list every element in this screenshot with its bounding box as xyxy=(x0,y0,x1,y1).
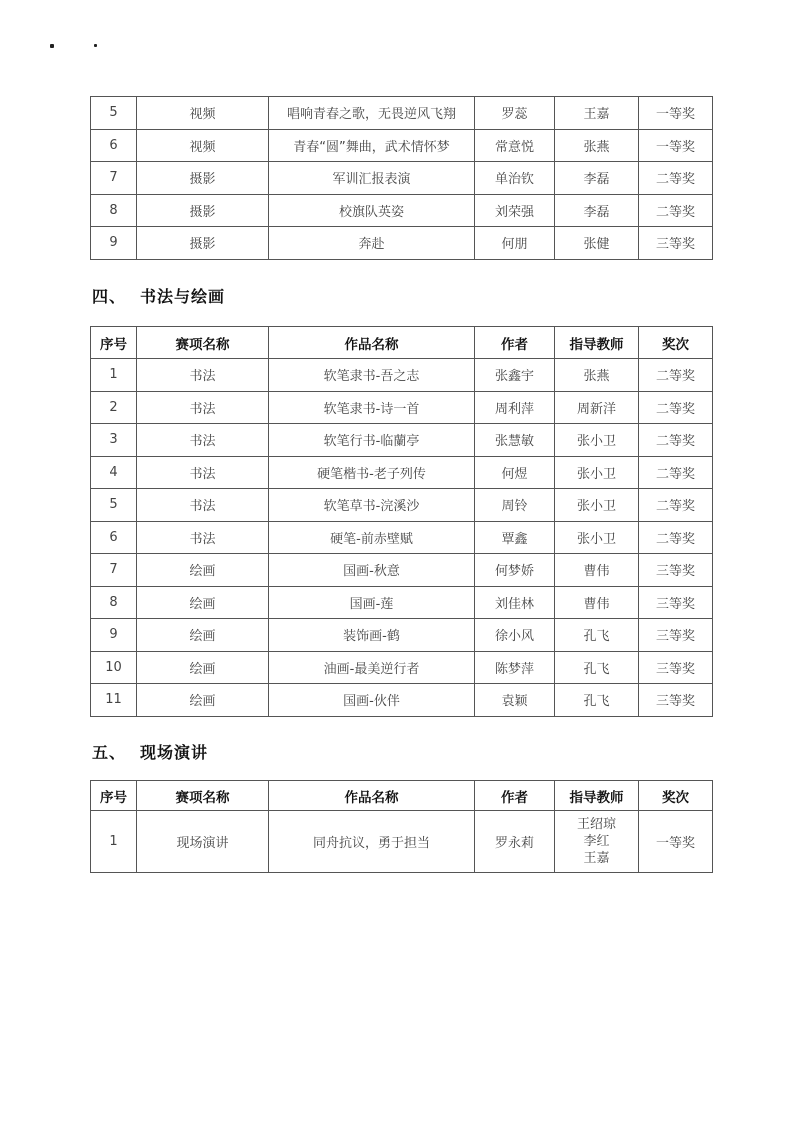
teacher-cell: 张小卫 xyxy=(555,456,639,489)
row-number-cell: 6 xyxy=(91,521,137,554)
teacher-name: 王嘉 xyxy=(583,851,610,866)
speech-table xyxy=(90,780,713,873)
category-cell: 书法 xyxy=(137,391,269,424)
teacher-name: 李红 xyxy=(583,834,610,849)
work-title-cell: 软笔隶书-诗一首 xyxy=(269,391,475,424)
author-cell: 常意悦 xyxy=(475,129,555,162)
teacher-cell: 孔飞 xyxy=(555,651,639,684)
award-cell: 一等奖 xyxy=(639,97,713,130)
row-number-cell: 8 xyxy=(91,194,137,227)
table-header-row xyxy=(91,327,713,359)
author-cell: 何朋 xyxy=(475,227,555,260)
work-title-cell: 软笔草书-浣溪沙 xyxy=(269,489,475,522)
teacher-cell: 孔飞 xyxy=(555,684,639,717)
table-row xyxy=(91,554,713,587)
row-number-cell: 9 xyxy=(91,227,137,260)
author-cell: 覃鑫 xyxy=(475,521,555,554)
section-title: 现场演讲 xyxy=(140,743,209,762)
table-row xyxy=(91,97,713,130)
teacher-cell: 张健 xyxy=(555,227,639,260)
section-number: 五、 xyxy=(92,743,127,762)
column-header: 作者 xyxy=(475,781,555,811)
column-header: 赛项名称 xyxy=(137,781,269,811)
table-row xyxy=(91,684,713,717)
row-number-cell: 2 xyxy=(91,391,137,424)
section-five-heading xyxy=(92,740,208,763)
author-cell: 徐小风 xyxy=(475,619,555,652)
row-number-cell: 7 xyxy=(91,162,137,195)
category-cell: 视频 xyxy=(137,97,269,130)
column-header: 作品名称 xyxy=(269,781,475,811)
author-cell: 罗永莉 xyxy=(475,811,555,873)
table-row xyxy=(91,194,713,227)
author-cell: 陈梦萍 xyxy=(475,651,555,684)
author-cell: 袁颖 xyxy=(475,684,555,717)
category-cell: 绘画 xyxy=(137,586,269,619)
author-cell: 何煜 xyxy=(475,456,555,489)
table-row xyxy=(91,811,713,873)
table-row xyxy=(91,456,713,489)
column-header: 指导教师 xyxy=(555,327,639,359)
teacher-cell: 张小卫 xyxy=(555,521,639,554)
author-cell: 周利萍 xyxy=(475,391,555,424)
award-cell: 三等奖 xyxy=(639,651,713,684)
award-cell: 二等奖 xyxy=(639,391,713,424)
column-header: 奖次 xyxy=(639,327,713,359)
table-row xyxy=(91,489,713,522)
award-cell: 三等奖 xyxy=(639,227,713,260)
row-number-cell: 5 xyxy=(91,489,137,522)
column-header: 作者 xyxy=(475,327,555,359)
teacher-cell: 曹伟 xyxy=(555,554,639,587)
teacher-name: 王绍琼 xyxy=(576,817,616,832)
row-number-cell: 10 xyxy=(91,651,137,684)
table-row xyxy=(91,521,713,554)
category-cell: 书法 xyxy=(137,424,269,457)
column-header: 序号 xyxy=(91,327,137,359)
category-cell: 绘画 xyxy=(137,684,269,717)
category-cell: 摄影 xyxy=(137,227,269,260)
work-title-cell: 国画-莲 xyxy=(269,586,475,619)
award-cell: 三等奖 xyxy=(639,554,713,587)
category-cell: 书法 xyxy=(137,359,269,392)
row-number-cell: 6 xyxy=(91,129,137,162)
teacher-cell: 李磊 xyxy=(555,162,639,195)
calligraphy-painting-table xyxy=(90,326,713,717)
award-cell: 二等奖 xyxy=(639,162,713,195)
award-cell: 三等奖 xyxy=(639,619,713,652)
teacher-cell xyxy=(555,811,639,873)
table-row xyxy=(91,424,713,457)
teacher-cell: 周新洋 xyxy=(555,391,639,424)
teacher-cell: 曹伟 xyxy=(555,586,639,619)
column-header: 序号 xyxy=(91,781,137,811)
work-title-cell: 同舟抗议，勇于担当 xyxy=(269,811,475,873)
category-cell: 摄影 xyxy=(137,162,269,195)
teacher-cell: 王嘉 xyxy=(555,97,639,130)
category-cell: 书法 xyxy=(137,489,269,522)
column-header: 作品名称 xyxy=(269,327,475,359)
award-cell: 二等奖 xyxy=(639,489,713,522)
award-cell: 二等奖 xyxy=(639,521,713,554)
work-title-cell: 军训汇报表演 xyxy=(269,162,475,195)
section-number: 四、 xyxy=(92,287,127,306)
table-row xyxy=(91,391,713,424)
category-cell: 绘画 xyxy=(137,554,269,587)
column-header: 指导教师 xyxy=(555,781,639,811)
category-cell: 书法 xyxy=(137,456,269,489)
row-number-cell: 1 xyxy=(91,359,137,392)
table-row xyxy=(91,162,713,195)
scan-speck xyxy=(94,44,97,47)
teacher-cell: 张燕 xyxy=(555,359,639,392)
author-cell: 罗蕊 xyxy=(475,97,555,130)
table-header-row xyxy=(91,781,713,811)
work-title-cell: 青春“圆”舞曲，武术情怀梦 xyxy=(269,129,475,162)
work-title-cell: 软笔隶书-吾之志 xyxy=(269,359,475,392)
category-cell: 视频 xyxy=(137,129,269,162)
teacher-cell: 孔飞 xyxy=(555,619,639,652)
table-row xyxy=(91,359,713,392)
category-cell: 绘画 xyxy=(137,651,269,684)
table-row xyxy=(91,129,713,162)
award-cell: 一等奖 xyxy=(639,129,713,162)
row-number-cell: 3 xyxy=(91,424,137,457)
teacher-cell: 张小卫 xyxy=(555,489,639,522)
author-cell: 刘荣强 xyxy=(475,194,555,227)
award-cell: 二等奖 xyxy=(639,194,713,227)
award-cell: 一等奖 xyxy=(639,811,713,873)
column-header: 赛项名称 xyxy=(137,327,269,359)
work-title-cell: 奔赴 xyxy=(269,227,475,260)
table-row xyxy=(91,619,713,652)
table-row xyxy=(91,651,713,684)
video-photo-table xyxy=(90,96,713,260)
author-cell: 张慧敏 xyxy=(475,424,555,457)
award-cell: 三等奖 xyxy=(639,684,713,717)
author-cell: 刘佳林 xyxy=(475,586,555,619)
section-title: 书法与绘画 xyxy=(140,287,226,306)
teacher-cell: 李磊 xyxy=(555,194,639,227)
row-number-cell: 5 xyxy=(91,97,137,130)
category-cell: 摄影 xyxy=(137,194,269,227)
award-cell: 二等奖 xyxy=(639,424,713,457)
teacher-cell: 张小卫 xyxy=(555,424,639,457)
row-number-cell: 11 xyxy=(91,684,137,717)
scan-speck xyxy=(50,44,54,48)
work-title-cell: 硬笔-前赤壁赋 xyxy=(269,521,475,554)
author-cell: 单治钦 xyxy=(475,162,555,195)
author-cell: 周铃 xyxy=(475,489,555,522)
row-number-cell: 4 xyxy=(91,456,137,489)
row-number-cell: 1 xyxy=(91,811,137,873)
row-number-cell: 7 xyxy=(91,554,137,587)
author-cell: 何梦娇 xyxy=(475,554,555,587)
work-title-cell: 校旗队英姿 xyxy=(269,194,475,227)
work-title-cell: 软笔行书-临蘭亭 xyxy=(269,424,475,457)
row-number-cell: 9 xyxy=(91,619,137,652)
author-cell: 张鑫宇 xyxy=(475,359,555,392)
teacher-cell: 张燕 xyxy=(555,129,639,162)
row-number-cell: 8 xyxy=(91,586,137,619)
work-title-cell: 国画-秋意 xyxy=(269,554,475,587)
award-cell: 二等奖 xyxy=(639,456,713,489)
award-cell: 二等奖 xyxy=(639,359,713,392)
table-row xyxy=(91,586,713,619)
work-title-cell: 装饰画-鹤 xyxy=(269,619,475,652)
table-row xyxy=(91,227,713,260)
work-title-cell: 硬笔楷书-老子列传 xyxy=(269,456,475,489)
work-title-cell: 国画-伙伴 xyxy=(269,684,475,717)
category-cell: 绘画 xyxy=(137,619,269,652)
column-header: 奖次 xyxy=(639,781,713,811)
award-cell: 三等奖 xyxy=(639,586,713,619)
category-cell: 现场演讲 xyxy=(137,811,269,873)
category-cell: 书法 xyxy=(137,521,269,554)
work-title-cell: 油画-最美逆行者 xyxy=(269,651,475,684)
work-title-cell: 唱响青春之歌，无畏逆风飞翔 xyxy=(269,97,475,130)
section-four-heading xyxy=(92,284,225,307)
